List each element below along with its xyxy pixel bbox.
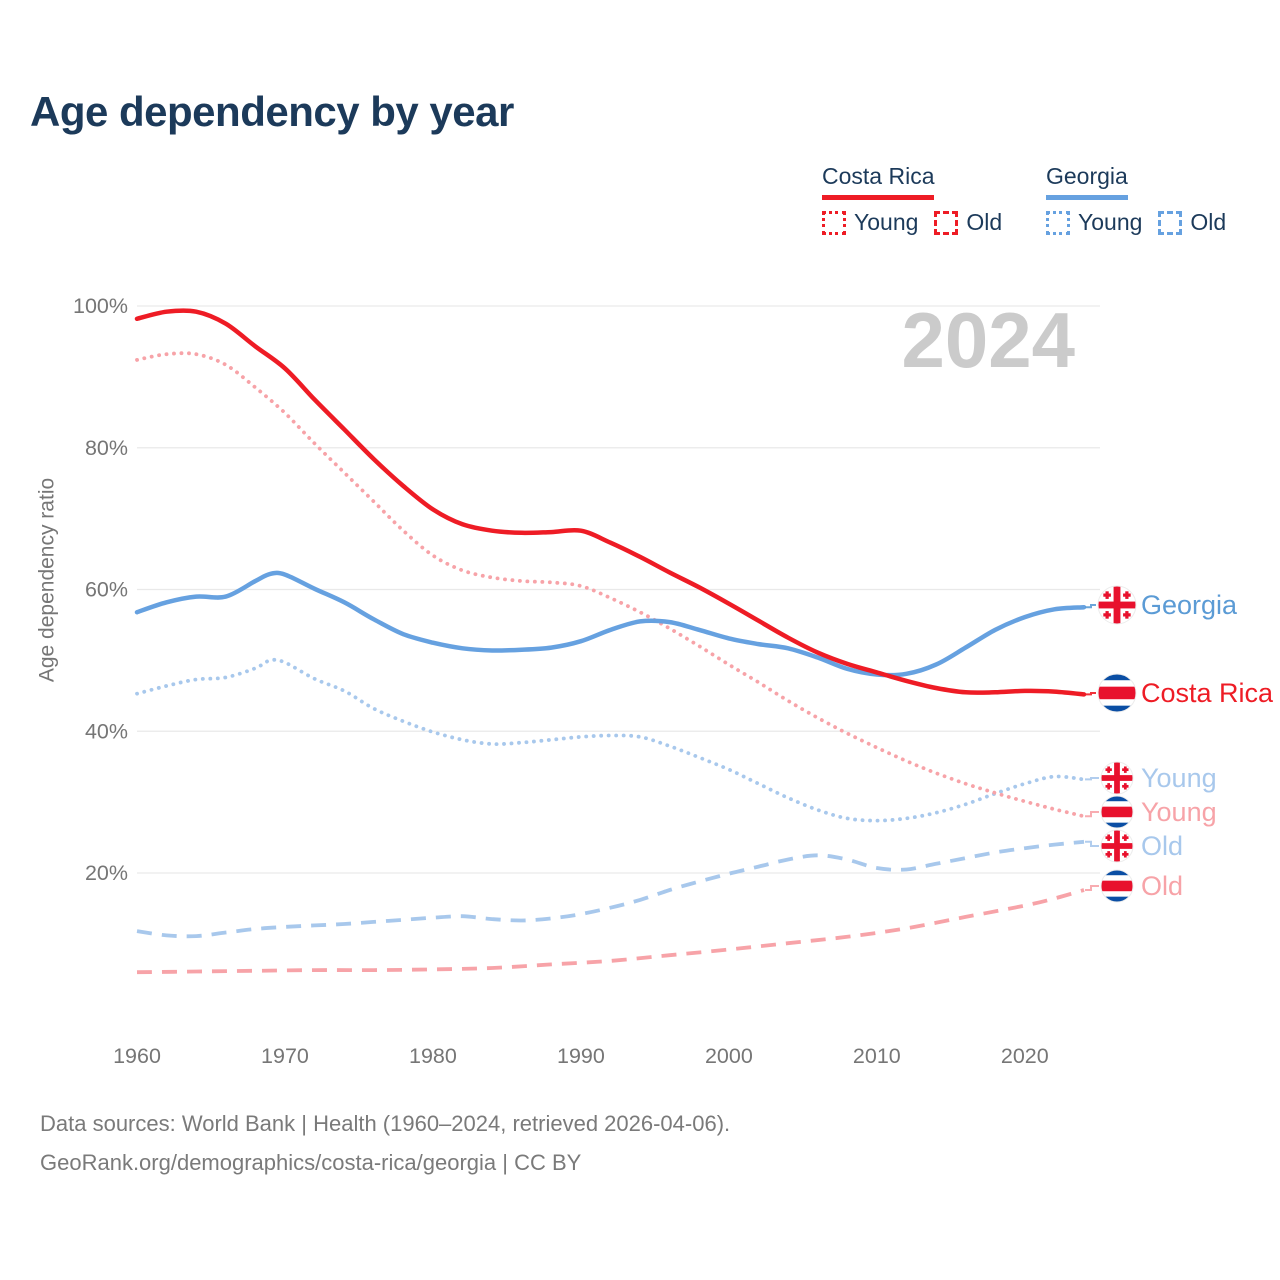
x-tick-label-2010: 2010 (852, 1044, 901, 1068)
y-tick-label-100: 100% (73, 294, 128, 318)
series-line-costa-rica-old (137, 890, 1084, 972)
end-label-text-costa-rica-young: Young (1141, 797, 1217, 827)
end-label-text-costa-rica-total: Costa Rica (1141, 678, 1274, 708)
legend-label-georgia-young: Young (1078, 209, 1143, 235)
y-tick-label-60: 60% (84, 577, 128, 602)
footer-sources-line: Data sources: World Bank | Health (1960–2024, retrieved 2026-04-06). (40, 1111, 731, 1136)
y-tick-label-20: 20% (84, 861, 128, 885)
x-tick-label-1970: 1970 (261, 1044, 309, 1068)
x-tick-label-1980: 1980 (409, 1044, 457, 1068)
end-label-costa-rica-total (1085, 674, 1274, 712)
gridlines (73, 294, 1100, 1068)
end-label-georgia-total (1085, 586, 1238, 624)
georgia-flag-icon (1101, 830, 1133, 862)
x-tick-label-2000: 2000 (704, 1044, 753, 1068)
page-title: Age dependency by year (30, 88, 514, 135)
costa-rica-flag-icon (1098, 674, 1136, 712)
legend-country-costa-rica: Costa Rica (822, 163, 934, 200)
x-tick-label-1990: 1990 (556, 1044, 605, 1068)
end-label-leader-line (1085, 842, 1099, 846)
end-label-costa-rica-old (1085, 870, 1183, 902)
series-line-costa-rica-young (137, 353, 1084, 816)
y-tick-label-80: 80% (84, 435, 128, 460)
costa-rica-flag-icon (1101, 796, 1133, 828)
end-label-text-costa-rica-old: Old (1141, 871, 1184, 901)
watermark-year: 2024 (901, 296, 1075, 384)
series-end-labels (1085, 586, 1274, 902)
series-line-georgia-total (137, 573, 1084, 675)
series-line-georgia-young (137, 660, 1084, 821)
costa-rica-flag-icon (1101, 870, 1133, 902)
legend-country-georgia: Georgia (1046, 163, 1128, 200)
y-axis-title: Age dependency ratio (35, 477, 59, 683)
georgia-flag-icon (1098, 586, 1136, 624)
end-label-text-georgia-young: Young (1141, 763, 1217, 793)
legend-label-costa-rica-old: Old (966, 209, 1003, 235)
end-label-georgia-young (1085, 762, 1217, 794)
legend-label-georgia-old: Old (1190, 209, 1227, 235)
footer (40, 1104, 730, 1182)
end-label-leader-line (1085, 605, 1096, 607)
end-label-georgia-old (1085, 830, 1183, 862)
footer-attribution-line: GeoRank.org/demographics/costa-rica/georgia | CC BY (40, 1150, 582, 1175)
y-tick-label-40: 40% (84, 719, 128, 744)
georgia-flag-icon (1101, 762, 1133, 794)
legend-label-costa-rica-young: Young (854, 209, 919, 235)
x-tick-label-1960: 1960 (113, 1044, 161, 1068)
end-label-leader-line (1085, 778, 1099, 779)
end-label-leader-line (1085, 886, 1099, 890)
end-label-text-georgia-total: Georgia (1141, 590, 1238, 620)
end-label-costa-rica-young (1085, 796, 1217, 828)
end-label-leader-line (1085, 693, 1096, 694)
end-label-leader-line (1085, 812, 1099, 816)
x-tick-label-2020: 2020 (1000, 1044, 1049, 1068)
end-label-text-georgia-old: Old (1141, 831, 1184, 861)
